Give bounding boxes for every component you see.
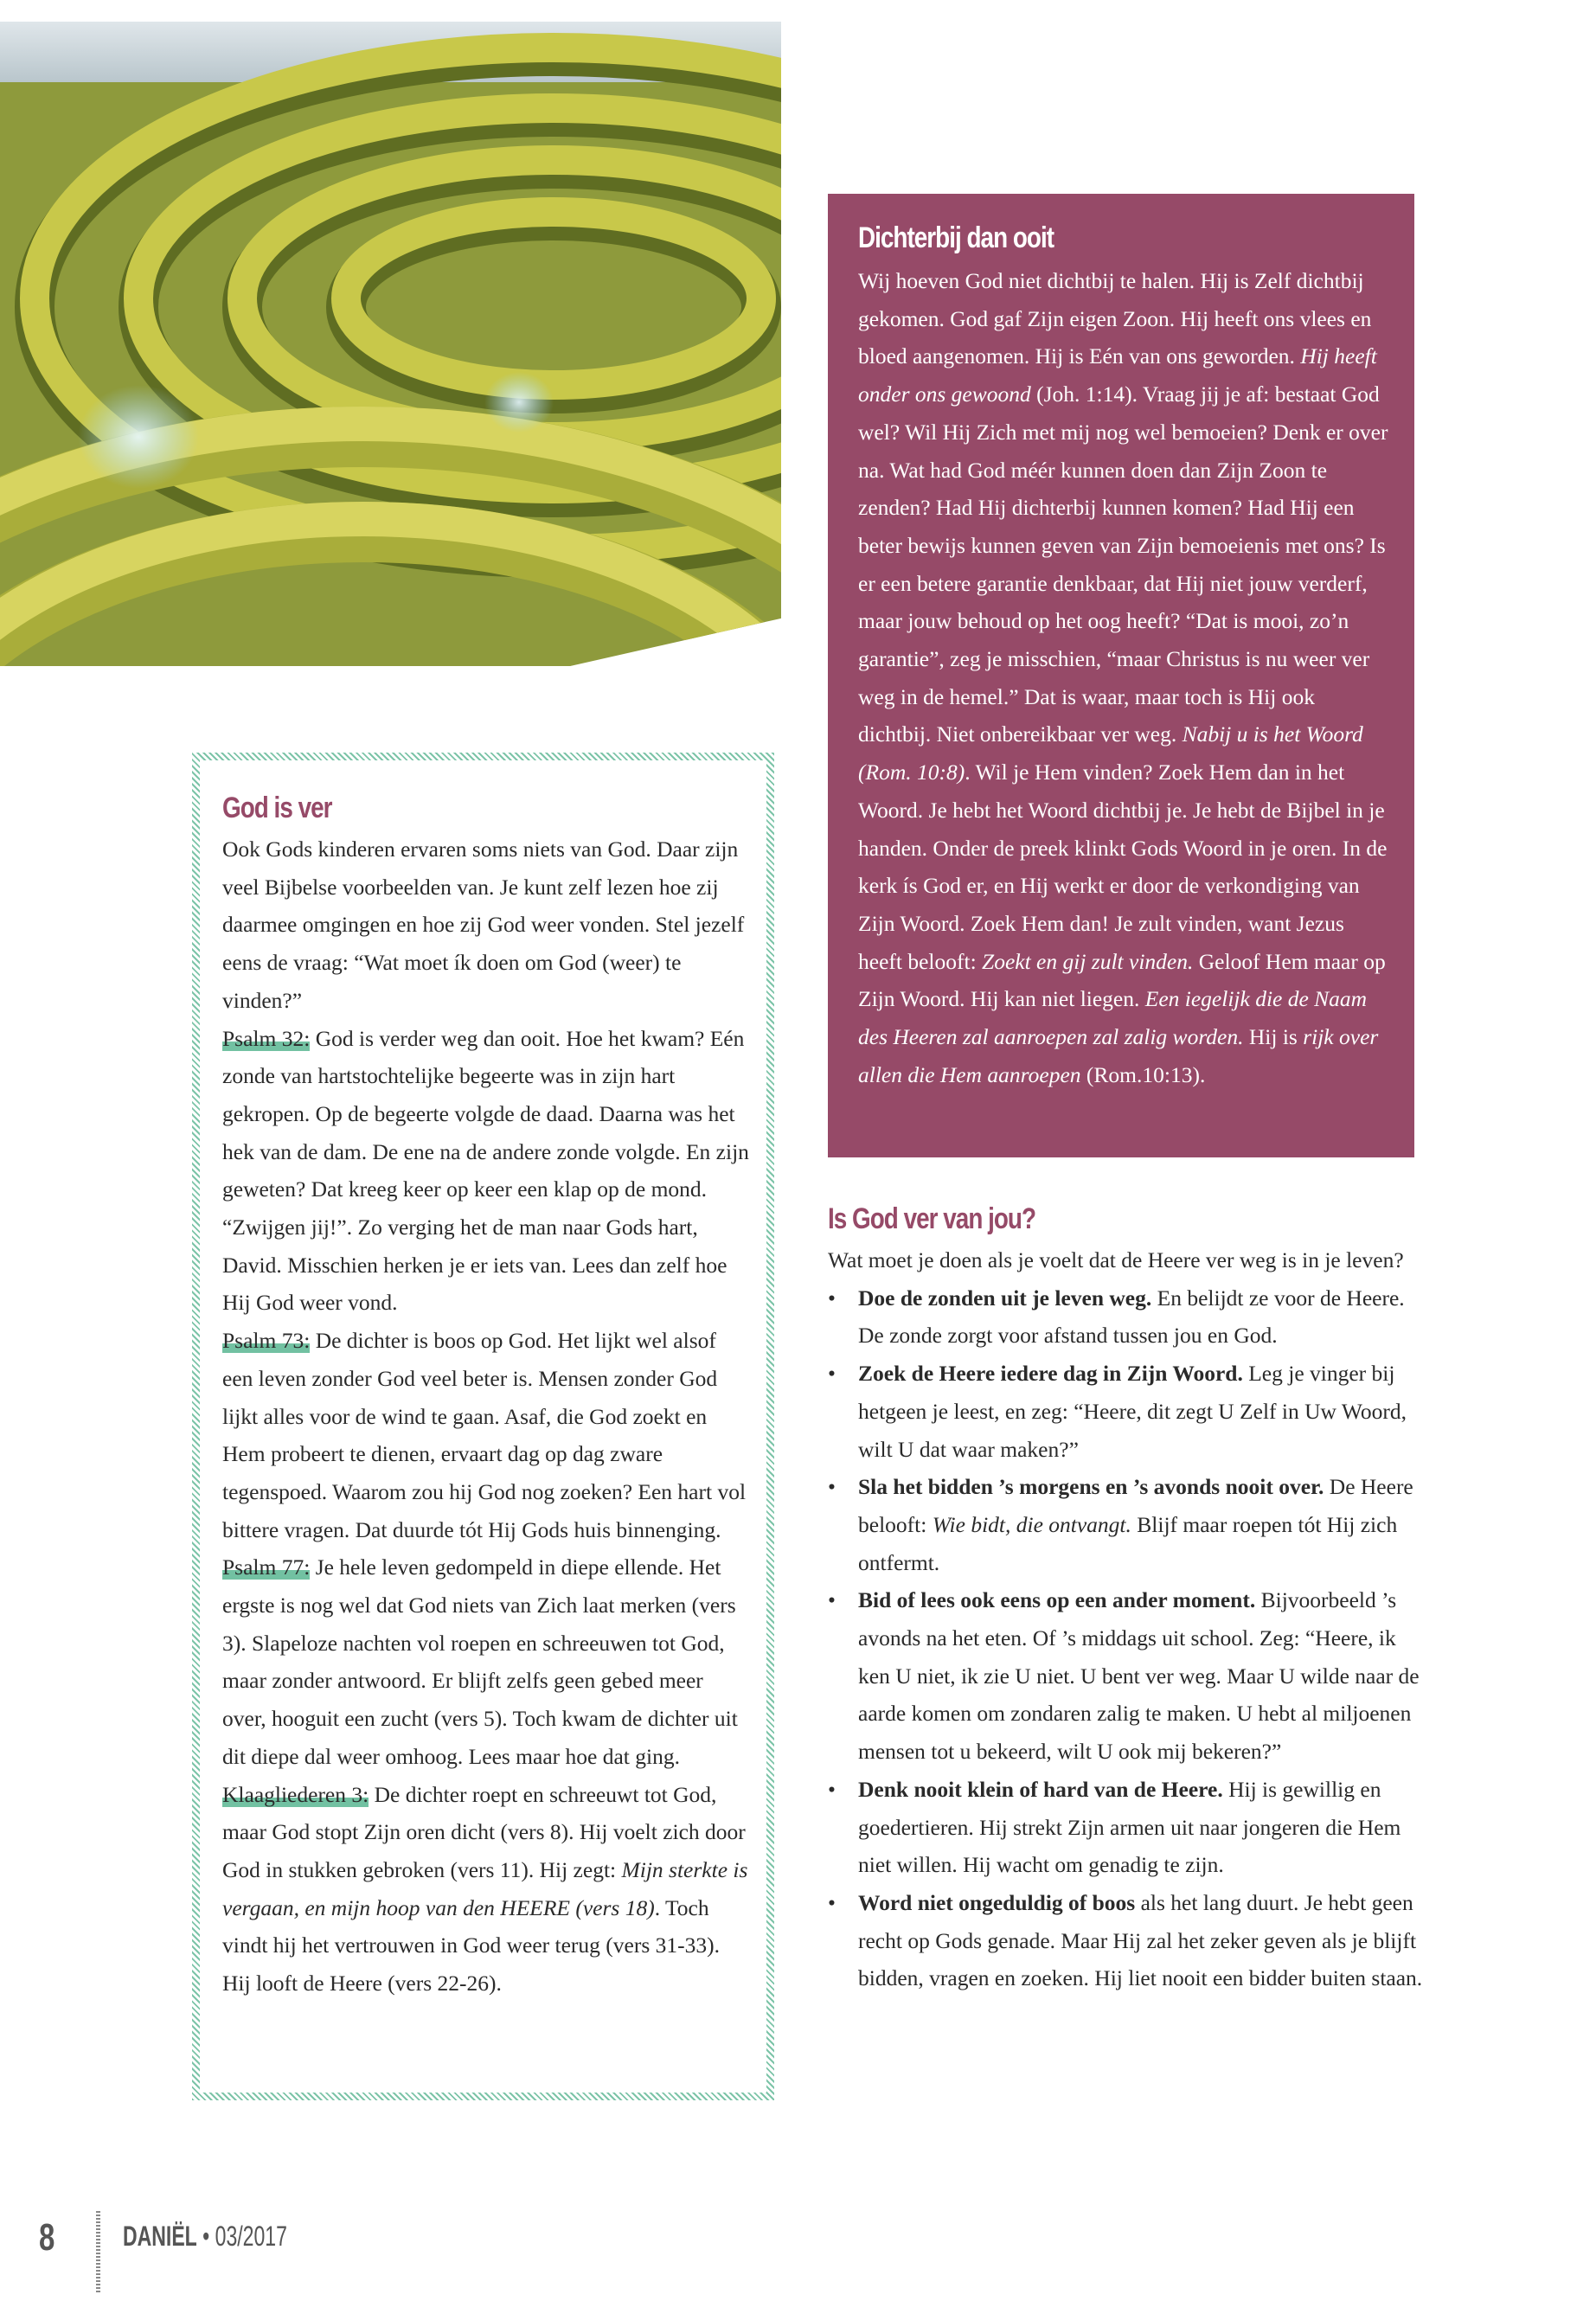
text-run: Leg je vinger bij hetgeen je leest, en zeg: “Heere, dit zegt U Zelf in Uw Woord, wilt U dat waar maken?” [858,1361,1407,1462]
scripture-reference: Psalm 32: [222,1025,311,1051]
separator-dot: • [202,2221,210,2252]
text-run: Hij is [1243,1024,1304,1050]
footer-divider [96,2211,100,2293]
text-run: De Heere belooft: [858,1474,1413,1537]
text-run: Hij is gewillig en goedertieren. Hij strekt Zijn armen uit naar jongeren die Hem niet willen. Hij wacht om genadig te zijn. [858,1776,1401,1878]
god-is-ver-heading: God is ver [222,792,332,824]
text-run: En belijdt ze voor de Heere. De zonde zorgt voor afstand tussen jou en God. [858,1285,1405,1349]
text-run: . Wil je Hem vinden? Zoek Hem dan in het Woord. Je hebt het Woord dichtbij je. Je hebt de Bijbel in je handen. Onder de preek klinkt Gods Woord in je oren. In de kerk ís God er, en Hij werkt er door de verkondiging van Zijn Woord. Zoek Hem dan! Je zult vinden, want Jezus heeft belooft: [858,760,1388,974]
bullet-icon: • [828,1587,836,1613]
bold-text: Denk nooit klein of hard van de Heere. [858,1776,1223,1802]
bold-text: Bid of lees ook eens op een ander moment. [858,1587,1256,1613]
text-run: Ook Gods kinderen ervaren soms niets van God. Daar zijn veel Bijbelse voorbeelden van. Je kunt zelf lezen hoe zij daarmee omgingen en hoe zij God weer vonden. Stel jezelf eens de vraag: “Wat moet ík doen om God (weer) te vinden?” [222,836,745,1013]
text-run: De dichter roept en schreeuwt tot God, maar God stopt Zijn oren dicht (vers 8). Hij voelt zich door God in stukken gebroken (vers 11). Hij zegt: [222,1781,746,1882]
italic-quote: Een iegelijk die de Naam des Heeren zal aanroepen zal zalig worden. [858,986,1368,1050]
paragraph [222,1548,749,1775]
intro-text: Wat moet je doen als je voelt dat de Heere ver weg is in je leven? [828,1247,1404,1272]
god-is-ver-box [192,753,774,2100]
text-run: Blijf maar roepen tót Hij zich ontfermt. [858,1511,1398,1575]
scripture-reference: Psalm 77: [222,1554,311,1580]
scripture-reference: Psalm 73: [222,1328,311,1354]
italic-quote: rijk over allen die Hem aanroepen [858,1024,1379,1087]
god-is-ver-text [222,830,749,2003]
text-run: Je hele leven gedompeld in diepe ellende. Het ergste is nog wel dat God niets van Zich laat merken (vers 3). Slapeloze nachten vol roepen en schreeuwen tot God, maar zonder antwoord. Er blijft zelfs geen gebed meer over, hooguit een zucht (vers 5). Toch kwam de dichter uit dit diepe dal weer omhoog. Lees maar hoe dat ging. [222,1554,738,1769]
bullet-icon: • [828,1776,836,1802]
list-item [828,1355,1425,1468]
bold-text: Sla het bidden ’s morgens en ’s avonds nooit over. [858,1474,1324,1500]
magazine-name: DANIËL [123,2221,197,2252]
list-item [828,1468,1425,1581]
is-god-ver-section [828,1202,1425,1997]
page-number: 8 [39,2216,55,2259]
bullet-icon: • [828,1285,836,1311]
list-item [828,1279,1425,1355]
text-run: God is verder weg dan ooit. Hoe het kwam? Eén zonde van hartstochtelijke begeerte was in zijn hart gekropen. Op de begeerte volgde de daad. Daarna was het hek van de dam. De ene na de andere zonde volgde. En zijn geweten? Dat kreeg keer op keer een klap op de mond. “Zwijgen jij!”. Zo verging het de man naar Gods hart, David. Misschien herken je er iets van. Lees dan zelf hoe Hij God weer vond. [222,1025,749,1316]
list-item [828,1771,1425,1884]
italic-quote: Zoekt en gij zult vinden. [982,948,1194,974]
text-run: als het lang duurt. Je hebt geen recht op Gods genade. Maar Hij zal het zeker geven als je blijft bidden, vragen en zoeken. Hij liet nooit een bidder buiten staan. [858,1889,1423,1991]
list-item [828,1581,1425,1771]
bullet-icon: • [828,1474,836,1500]
bullet-icon: • [828,1361,836,1387]
italic-quote: Hij heeft onder ons gewoond [858,343,1377,407]
italic-quote: Nabij u is het Woord (Rom. 10:8) [858,721,1363,785]
bold-text: Zoek de Heere iedere dag in Zijn Woord. [858,1361,1243,1387]
paragraph [222,1322,749,1548]
bullet-icon: • [828,1889,836,1915]
text-run: De dichter is boos op God. Het lijkt wel alsof een leven zonder God veel beter is. Mensen zonder God lijkt alles voor de wind te gaan. Asaf, die God zoekt en Hem probeert te dienen, ervaart dag op dag zware tegenspoed. Waarom zou hij God nog zoeken? Een hart vol bittere vragen. Dat duurde tót Hij Gods huis binnenging. [222,1328,747,1542]
list-item [828,1884,1425,1997]
paragraph [222,1020,749,1323]
text-run: (Joh. 1:14). Vraag jij je af: bestaat God wel? Wil Hij Zich met mij nog wel bemoeien? Denk er over na. Wat had God méér kunnen doen dan Zijn Zoon te zenden? Had Hij dichterbij kunnen komen? Had Hij een beter bewijs kunnen geven van Zijn bemoeienis met ons? Is er een betere garantie denkbaar, dat Hij niet jouw verderf, maar jouw behoud op het oog heeft? “Dat is mooi, zo’n garantie”, zeg je misschien, “maar Christus is nu weer ver weg in de hemel.” Dat is waar, maar toch is Hij ook dichtbij. Niet onbereikbaar ver weg. [858,381,1388,747]
scripture-reference: Klaagliederen 3: [222,1781,369,1807]
bold-text: Word niet ongeduldig of boos [858,1889,1136,1915]
issue-number: 03/2017 [215,2221,287,2252]
text-run: Geloof Hem maar op Zijn Woord. Hij kan niet liegen. [858,948,1386,1012]
italic-quote: Mijn sterkte is vergaan, en mijn hoop van den HEERE (vers 18) [222,1856,748,1920]
text-run: Bijvoorbeeld ’s avonds na het eten. Of ’s middags uit school. Zeg: “Heere, ik ken U niet, ik zie U niet. U bent ver weg. Maar U wilde naar de aarde komen om zondaren zalig te maken. U hebt al miljoenen mensen tot u bekeerd, wilt U ook mij bekeren?” [858,1587,1420,1765]
hedge-maze-photo [0,22,781,666]
dichterbij-heading: Dichterbij dan ooit [858,221,1054,254]
paragraph [222,830,749,1020]
text-run: . Toch vindt hij het vertrouwen in God weer terug (vers 31-33). Hij looft de Heere (vers 22-26). [222,1894,721,1997]
dichterbij-text [858,262,1388,1093]
text-run: Wij hoeven God niet dichtbij te halen. Hij is Zelf dichtbij gekomen. God gaf Zijn eigen Zoon. Hij heeft ons vlees en bloed aangenomen. Hij is Eén van ons geworden. [858,268,1372,369]
paragraph [222,1776,749,2003]
italic-quote: Wie bidt, die ontvangt. [932,1511,1131,1537]
dichterbij-box [828,194,1414,1157]
bold-text: Doe de zonden uit je leven weg. [858,1285,1152,1311]
is-god-ver-heading: Is God ver van jou? [828,1202,1036,1235]
advice-list [828,1279,1425,1997]
text-run: (Rom.10:13). [1080,1061,1206,1087]
paragraph [858,262,1388,1093]
footer-masthead [123,2221,287,2253]
